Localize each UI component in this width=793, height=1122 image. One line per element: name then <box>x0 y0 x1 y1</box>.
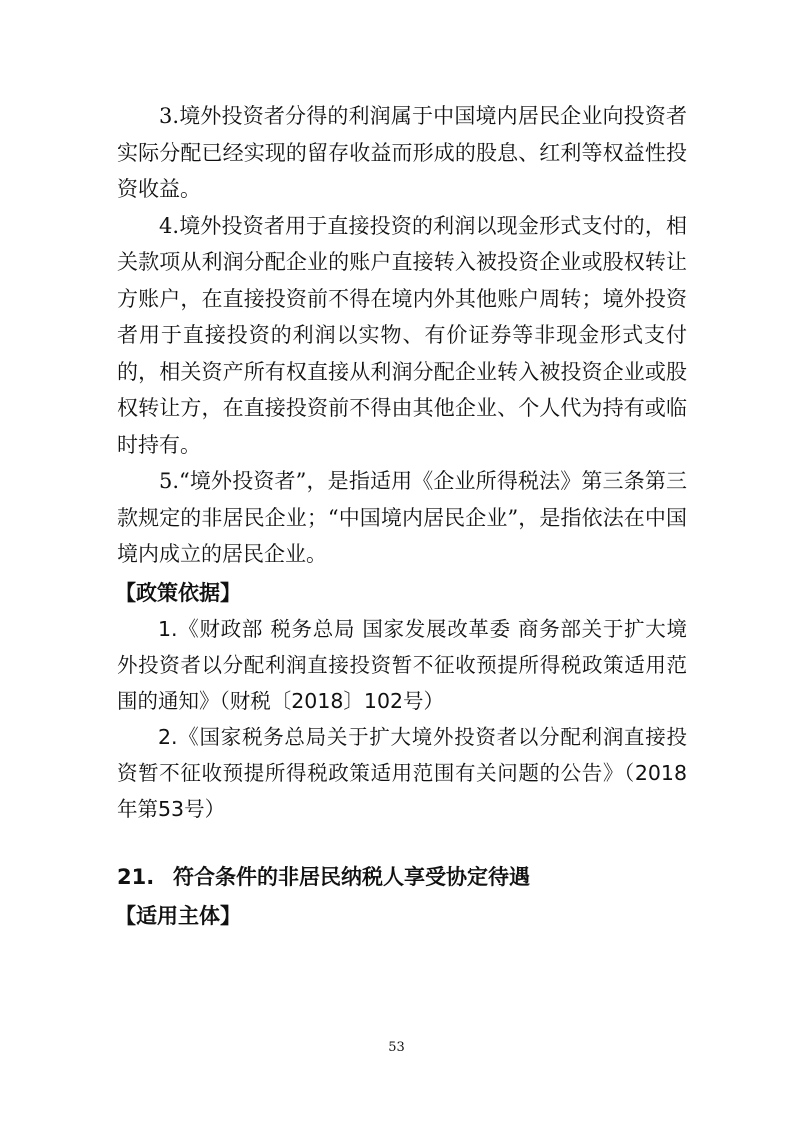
applicable-subject-heading: 【适用主体】 <box>115 903 241 928</box>
page-number: 53 <box>388 1040 405 1055</box>
section-title-text: 符合条件的非居民纳税人享受协定待遇 <box>173 865 530 889</box>
policy-basis-item-2: 2.《国家税务总局关于扩大境外投资者以分配利润直接投资暂不征收预提所得税政策适用范围有关问题的公告》（2018年第53号） <box>117 725 687 821</box>
paragraph-3: 3.境外投资者分得的利润属于中国境内居民企业向投资者实际分配已经实现的留存收益而形成的股息、红利等权益性投资收益。 <box>117 104 687 201</box>
policy-basis-heading: 【政策依据】 <box>115 580 241 605</box>
paragraph-4: 4.境外投资者用于直接投资的利润以现金形式支付的，相关款项从利润分配企业的账户直接转入被投资企业或股权转让方账户，在直接投资前不得在境内外其他账户周转；境外投资者用于直接投资的利润以实物、有价证券等非现金形式支付的，相关资产所有权直接从利润分配企业转入被投资企业或股权转让方，在直接投资前不得由其他企业、个人代为持有或临时持有。 <box>117 213 687 457</box>
paragraph-5: 5.“境外投资者”，是指适用《企业所得税法》第三条第三款规定的非居民企业；“中国境内居民企业”，是指依法在中国境内成立的居民企业。 <box>117 469 687 566</box>
policy-basis-item-1: 1.《财政部 税务总局 国家发展改革委 商务部关于扩大境外投资者以分配利润直接投资暂不征收预提所得税政策适用范围的通知》（财税〔2018〕102号） <box>117 617 687 713</box>
page-content <box>117 98 687 934</box>
section-title <box>117 859 687 896</box>
section-number: 21. <box>117 865 155 889</box>
